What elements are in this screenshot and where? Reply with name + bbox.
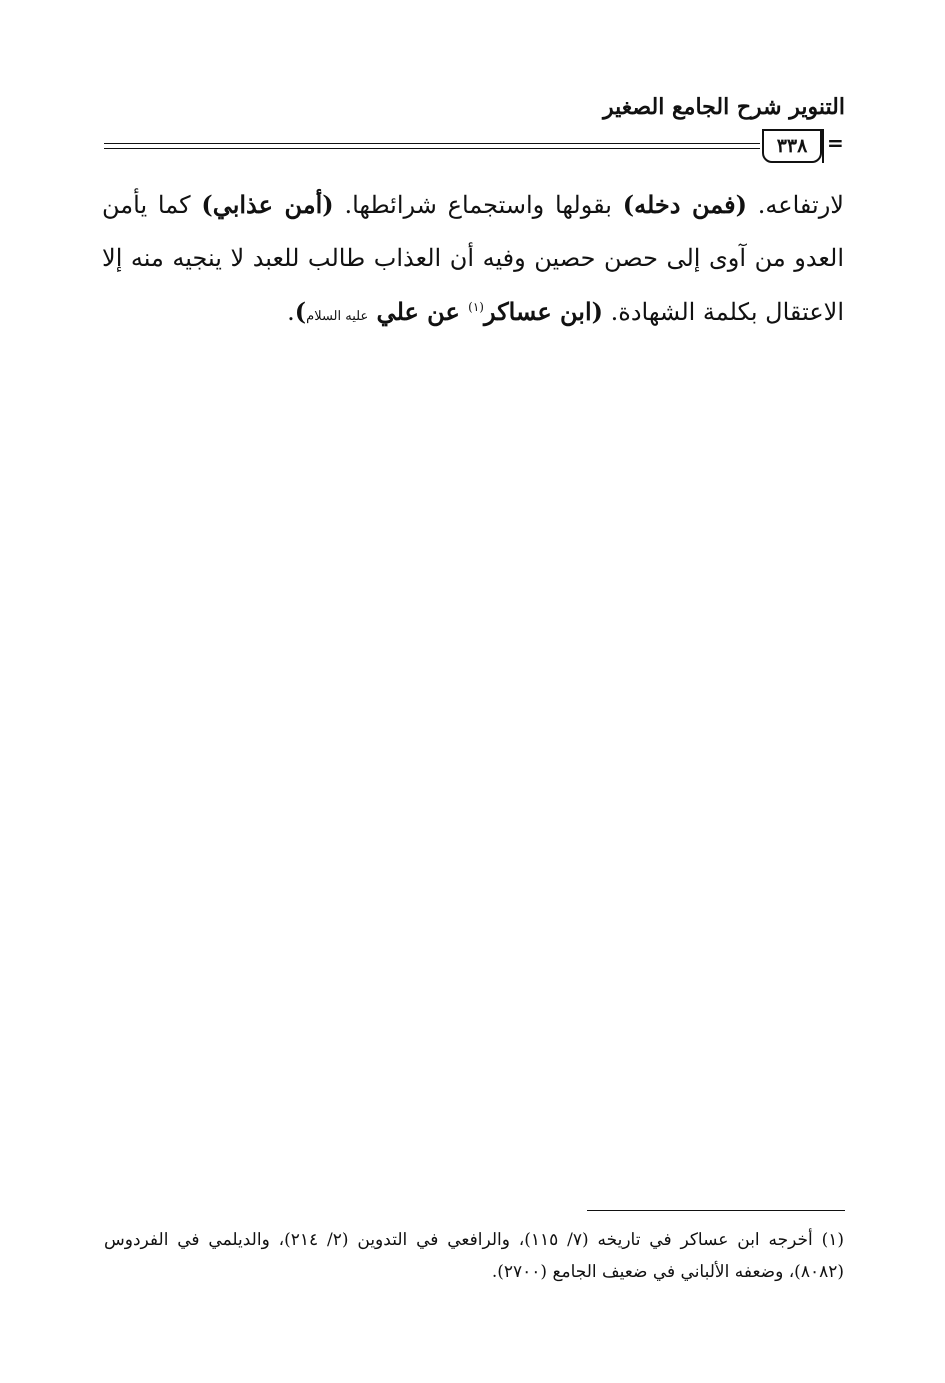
footnote-1: (١) أخرجه ابن عساكر في تاريخه (٧/ ١١٥)، والرافعي في التدوين (٢/ ٢١٤)، والديلمي في الفردوس (٨٠٨٢)، وضعفه الألباني في ضعيف الجامع (٢٧٠٠). <box>104 1230 844 1282</box>
honorific-glyph: عليه السلام <box>306 309 369 324</box>
running-title: التنوير شرح الجامع الصغير <box>603 94 845 120</box>
source-citation: (ابن عساكر <box>483 297 604 326</box>
source-citation: ) <box>294 297 307 326</box>
quoted-hadith-text: (أمن عذابي) <box>201 190 334 219</box>
header-double-rule <box>104 143 760 149</box>
footnote-reference[interactable]: (١) <box>468 300 484 314</box>
footnote-separator <box>587 1210 845 1211</box>
page-number: ٣٣٨ <box>762 129 822 163</box>
body-paragraph <box>102 178 844 343</box>
body-text-segment: . <box>287 298 295 326</box>
header-equals-mark: = <box>827 131 844 155</box>
body-text-segment: بقولها واستجماع شرائطها. <box>333 191 623 219</box>
body-text-segment: كما يأمن العدو من آوى إلى حصن حصين وفيه أن العذاب طالب للعبد لا ينجيه منه إلا الاعتقال بكلمة الشهادة. <box>102 191 844 326</box>
source-citation: عن علي <box>368 297 469 326</box>
quoted-hadith-text: (فمن دخله) <box>622 190 747 219</box>
body-text-segment: لارتفاعه. <box>746 191 844 219</box>
